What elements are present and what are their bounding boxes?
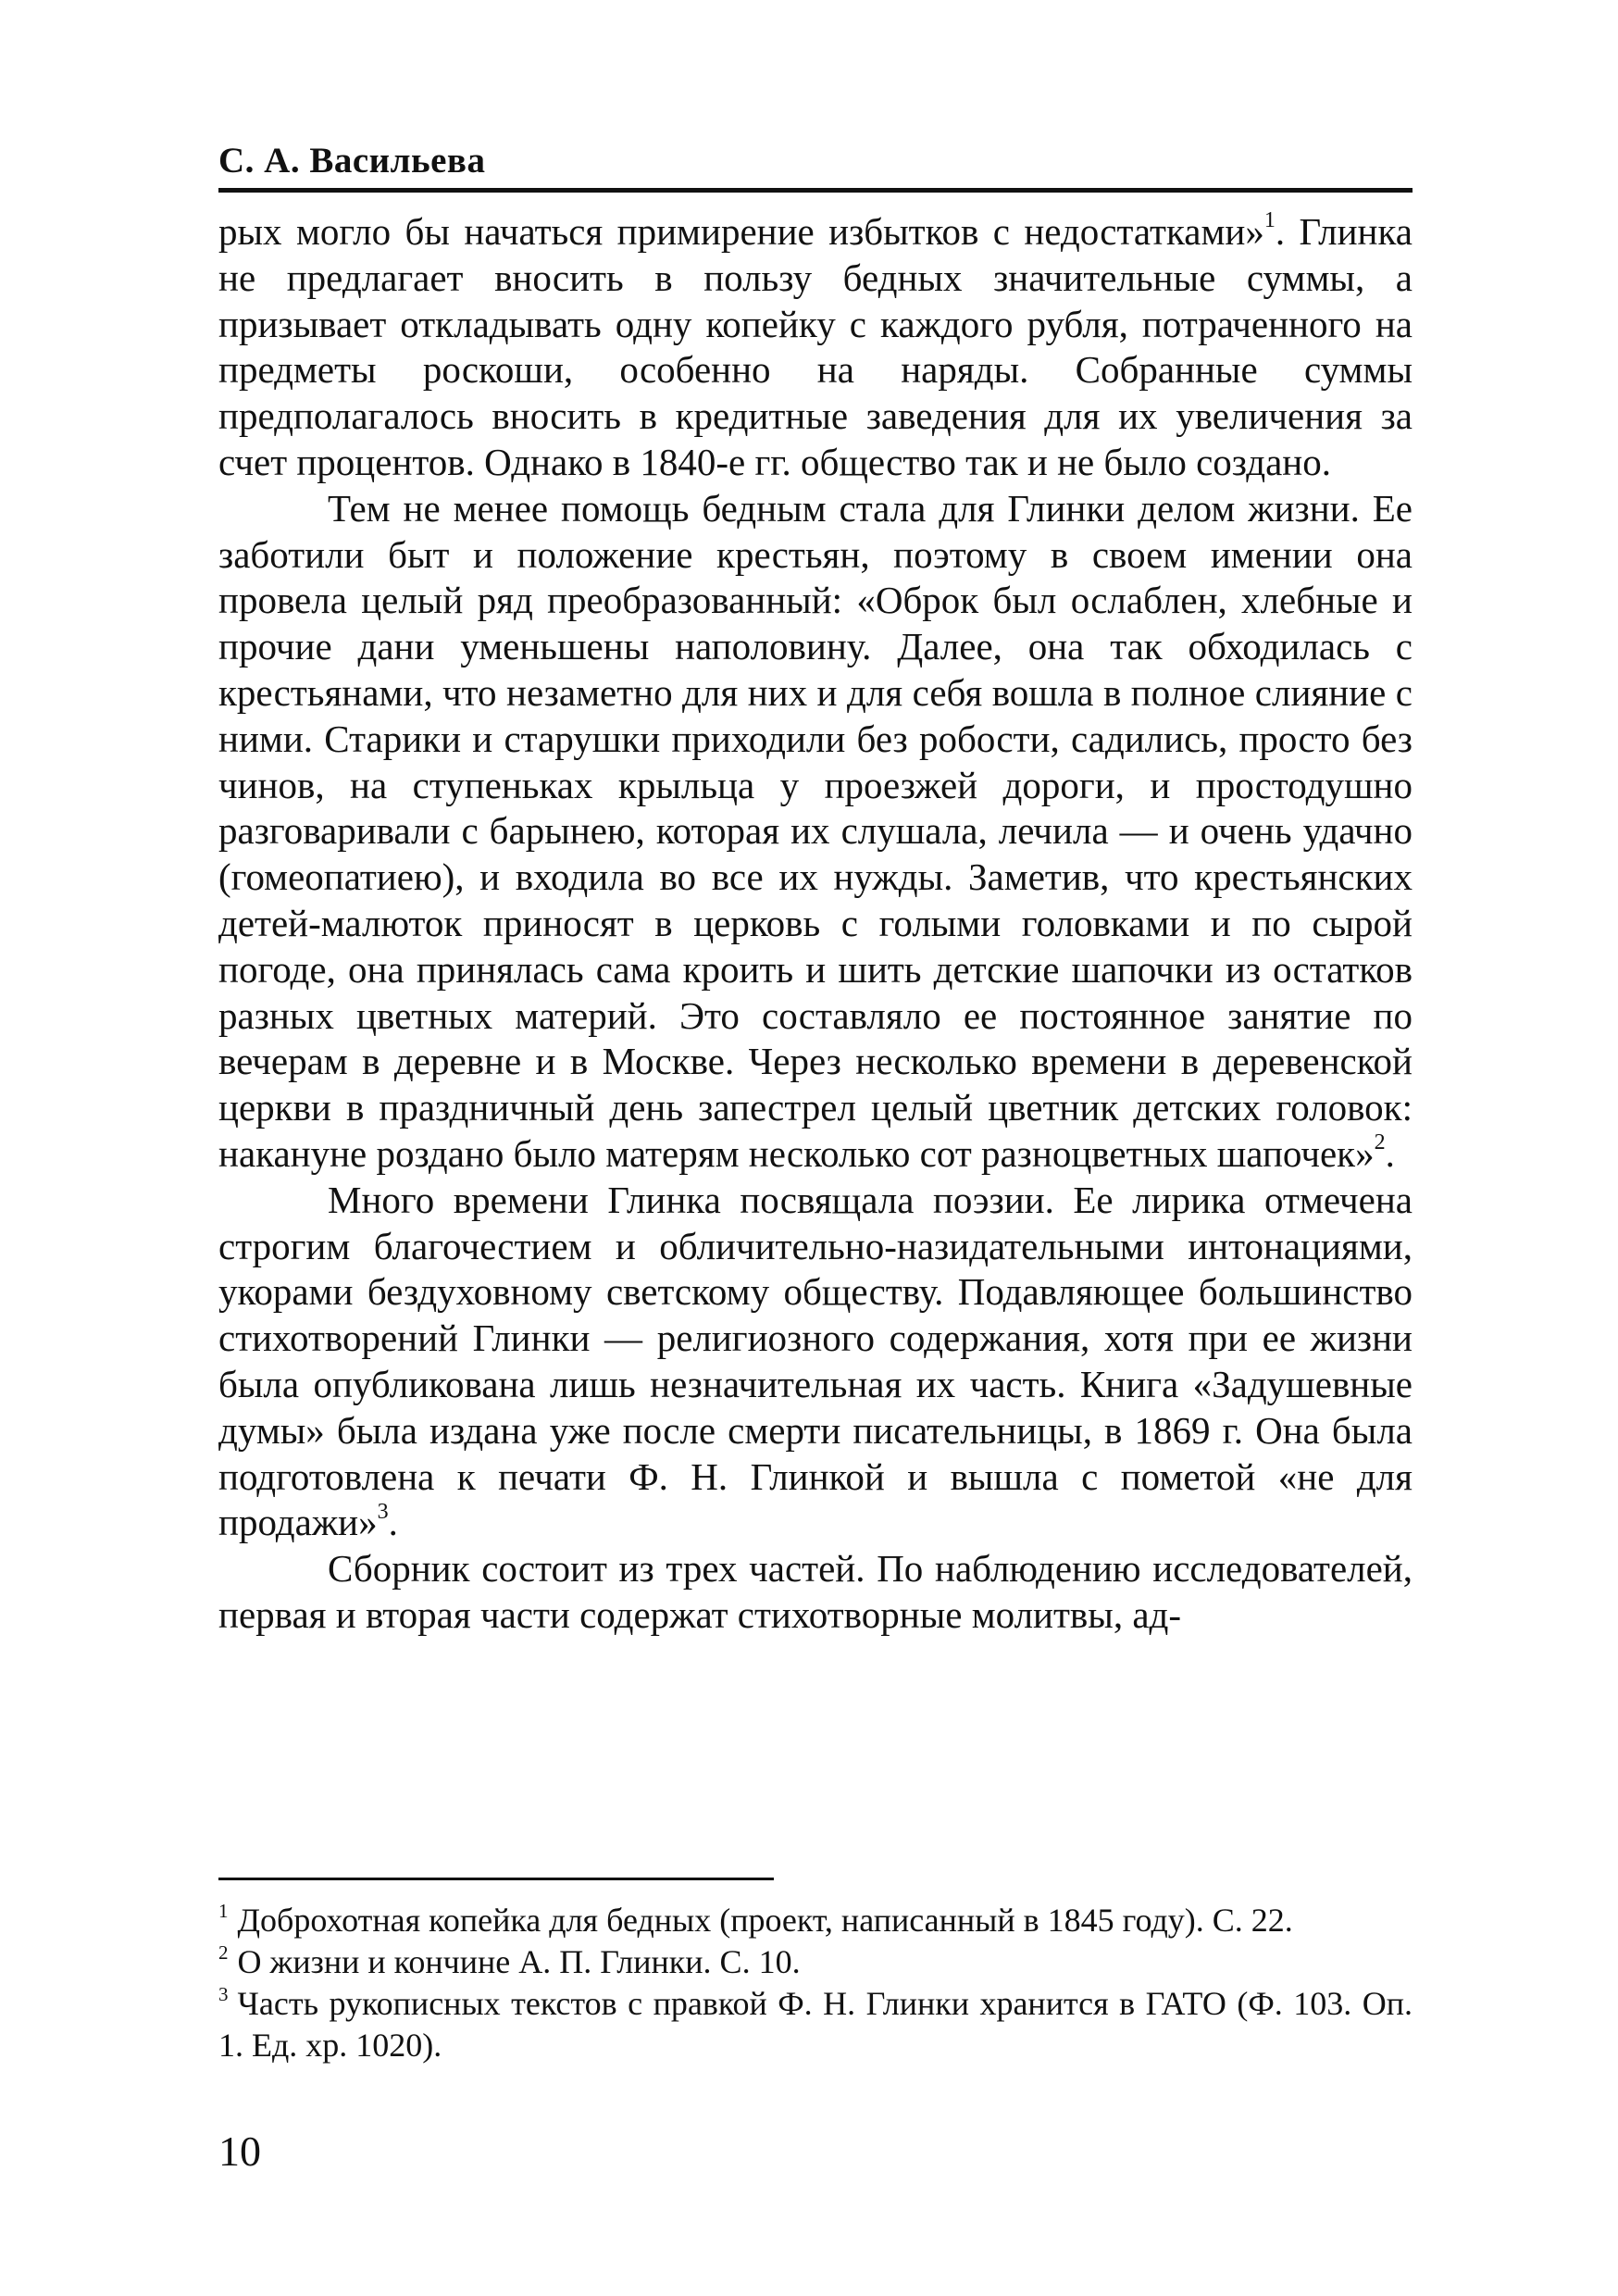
footnote-1 (218, 1900, 1413, 1941)
paragraph-tail: . (1385, 1131, 1395, 1175)
footnote-text: Часть рукописных текстов с правкой Ф. Н. Глинки хранится в ГАТО (Ф. 103. Оп. 1. Ед. хр. 1020). (218, 1985, 1413, 2064)
footnote-ref: 1 (1263, 208, 1276, 233)
footnote-mark: 3 (218, 1983, 229, 2005)
paragraph-text: Сборник состоит из трех частей. По наблюдению исследователей, первая и вторая части содержат стихотворные молитвы, ад- (218, 1547, 1413, 1636)
paragraph-text: рых могло бы начаться примирение избытков с недостатками» (218, 210, 1264, 253)
footnote-text: О жизни и кончине А. П. Глинки. С. 10. (237, 1943, 801, 1980)
paragraph-3 (218, 1178, 1413, 1546)
paragraph-text: Тем не менее помощь бедным стала для Глинки делом жизни. Ее заботили быт и положение крестьян, поэтому в своем имении она провела целый ряд преобразованный: «Оброк был ослаблен, хлебные и прочие дани уменьшены наполовину. Далее, она так обходилась с крестьянами, что незаметно для них и для себя вошла в полное слияние с ними. Старики и старушки приходили без робости, садились, просто без чинов, на ступеньках крыльца у проезжей дороги, и простодушно разговаривали с барынею, которая их слушала, лечила — и очень удачно (гомеопатиею), и входила во все их нужды. Заметив, что крестьянских детей-малюток приносят в церковь с голыми головками и по сырой погоде, она принялась сама кроить и шить детские шапочки из остатков разных цветных материй. Это составляло ее постоянное занятие по вечерам в деревне и в Москве. Через несколько времени в деревенской церкви в праздничный день запестрел целый цветник детских головок: накануне роздано было матерям несколько сот разноцветных шапочек» (218, 486, 1413, 1175)
paragraph-tail: . (388, 1501, 398, 1544)
footnotes (218, 1900, 1413, 2066)
header-rule (218, 188, 1413, 193)
paragraph-1 (218, 209, 1413, 486)
footnote-rule (218, 1878, 774, 1880)
footnote-mark: 2 (218, 1941, 229, 1964)
paragraph-text: Много времени Глинка посвящала поэзии. Ее лирика отмечена строгим благочестием и обличительно-назидательными интонациями, укорами бездуховному светскому обществу. Подавляющее большинство стихотворений Глинки — религиозного содержания, хотя при ее жизни была опубликована лишь незначительная их часть. Книга «Задушевные думы» была издана уже после смерти писательницы, в 1869 г. Она была подготовлена к печати Ф. Н. Глинкой и вышла с пометой «не для продажи» (218, 1178, 1413, 1544)
page-number: 10 (218, 2128, 261, 2175)
paragraph-4 (218, 1546, 1413, 1639)
paragraph-2 (218, 486, 1413, 1178)
paragraph-tail: . Глинка не предлагает вносить в пользу бедных значительные суммы, а призывает откладывать одну копейку с каждого рубля, потраченного на предметы роскоши, особенно на наряды. Собранные суммы предполагалось вносить в кредитные заведения для их увеличения за счет процентов. Однако в 1840-е гг. общество так и не было создано. (218, 210, 1413, 483)
footnote-3 (218, 1983, 1413, 2066)
main-text (218, 209, 1413, 1639)
footnote-2 (218, 1941, 1413, 1983)
footnote-mark: 1 (218, 1900, 229, 1922)
running-head-author: С. А. Васильева (218, 141, 486, 181)
footnote-text: Доброхотная копейка для бедных (проект, написанный в 1845 году). С. 22. (237, 1902, 1293, 1939)
footnote-ref: 3 (377, 1499, 389, 1524)
footnote-ref: 2 (1374, 1130, 1386, 1155)
